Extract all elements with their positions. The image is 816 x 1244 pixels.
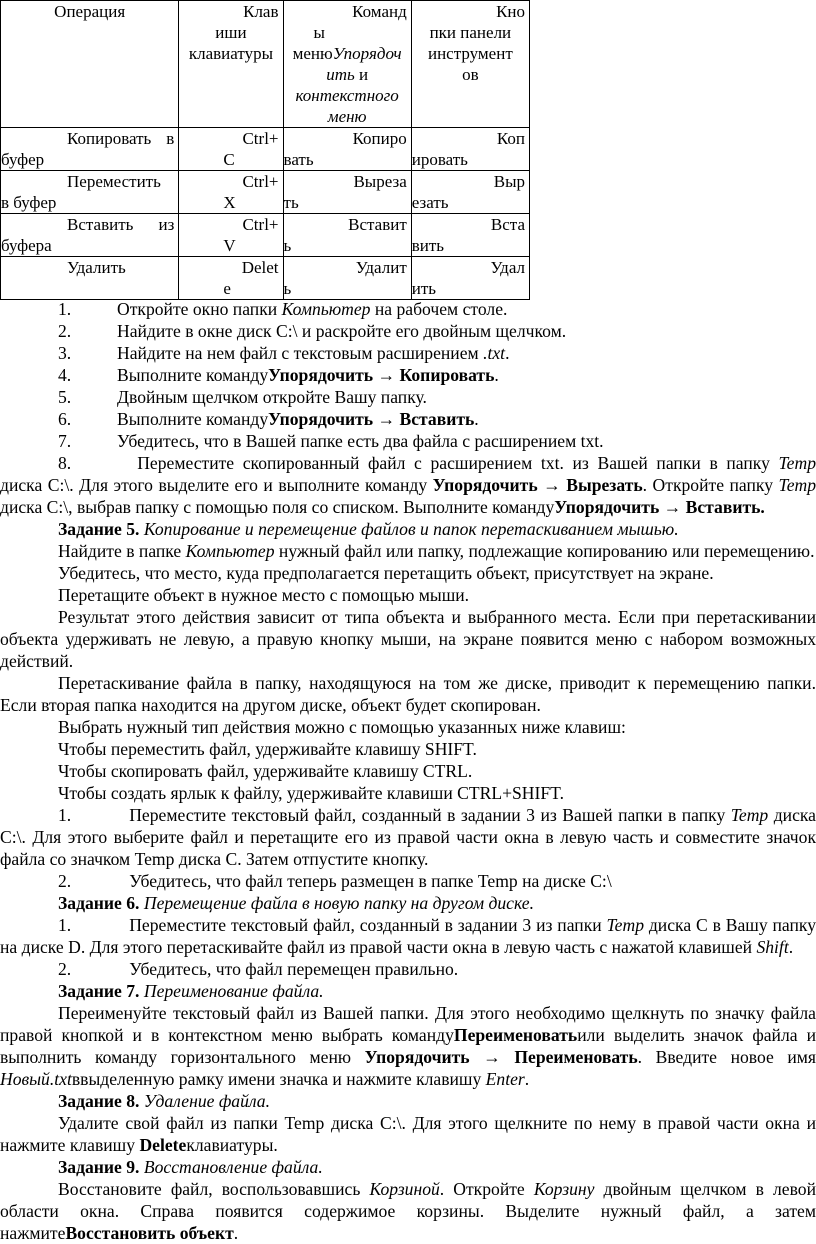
header-keys: Клав иши клавиатуры bbox=[179, 1, 283, 128]
list-item: 3. Найдите на нем файл с текстовым расширением .txt. bbox=[58, 343, 510, 363]
row-operation: Удалить bbox=[1, 257, 179, 300]
row-operation: Копировать в буфер bbox=[1, 128, 179, 171]
row-keys: Delet e bbox=[179, 257, 283, 300]
paragraph: Найдите в папке Компьютер нужный файл или папку, подлежащие копированию или перемещению. bbox=[58, 541, 815, 561]
paragraph: Убедитесь, что место, куда предполагается перетащить объект, присутствует на экране. bbox=[58, 563, 714, 583]
list-item: 4. Выполните командуУпорядочить → Копировать. bbox=[58, 365, 499, 385]
header-toolbar-buttons: Кно пки панели инструмент ов bbox=[411, 1, 529, 128]
task-7-heading: Задание 7. Переименование файла. bbox=[58, 981, 324, 1001]
row-toolbar: Выр езать bbox=[411, 171, 529, 214]
paragraph: Перетаскивание файла в папку, находящуюся на том же диске, приводит к перемещению папки. Если вторая папка находится на другом диске, объект будет скопирован. bbox=[0, 673, 816, 715]
table-row bbox=[1, 214, 530, 257]
table-row bbox=[1, 128, 530, 171]
list-item: 1. Откройте окно папки Компьютер на рабочем столе. bbox=[58, 299, 508, 319]
table-row bbox=[1, 171, 530, 214]
list-item: 1. Переместите текстовый файл, созданный в задании 3 из Вашей папки в папку Temp диска C:\. Для этого выберите файл и перетащите его из правой части окна в левую часть и совместите значок файла со значком Temp диска C. Затем отпустите кнопку. bbox=[0, 805, 816, 869]
row-menu: Выреза ть bbox=[283, 171, 411, 214]
task-9-heading: Задание 9. Восстановление файла. bbox=[58, 1157, 323, 1177]
list-item: 8. Переместите скопированный файл с расширением txt. из Вашей папки в папку Temp диска C:\. Для этого выделите его и выполните команду Упорядочить → Вырезать. Откройте папку Temp диска C:\, выбрав папку с помощью поля со списком. Выполните командуУпорядочить → Вставить. bbox=[0, 453, 816, 517]
row-toolbar: Вста вить bbox=[411, 214, 529, 257]
task-8-heading: Задание 8. Удаление файла. bbox=[58, 1091, 270, 1111]
paragraph: Восстановите файл, воспользовавшись Корзиной. Откройте Корзину двойным щелчком в левой области окна. Справа появится содержимое корзины. Выделите нужный файл, а затем нажмитеВосстановить объект. bbox=[0, 1179, 816, 1243]
list-item: 2. Найдите в окне диск C:\ и раскройте его двойным щелчком. bbox=[58, 321, 567, 341]
task-6-heading: Задание 6. Перемещение файла в новую папку на другом диске. bbox=[58, 893, 534, 913]
row-toolbar: Коп ировать bbox=[411, 128, 529, 171]
paragraph: Результат этого действия зависит от типа объекта и выбранного места. Если при перетаскивании объекта удерживать не левую, а правую кнопку мыши, на экране появится меню с набором возможных действий. bbox=[0, 607, 816, 671]
paragraph: Удалите свой файл из папки Temp диска C:\. Для этого щелкните по нему в правой части окна и нажмите клавишу Deleteклавиатуры. bbox=[0, 1113, 816, 1155]
row-menu: Копиро вать bbox=[283, 128, 411, 171]
row-toolbar: Удал ить bbox=[411, 257, 529, 300]
list-item: 5. Двойным щелчком откройте Вашу папку. bbox=[58, 387, 427, 407]
row-keys: Ctrl+ V bbox=[179, 214, 283, 257]
paragraph: Чтобы скопировать файл, удерживайте клавишу CTRL. bbox=[58, 761, 473, 781]
paragraph: Чтобы переместить файл, удерживайте клавишу SHIFT. bbox=[58, 739, 477, 759]
paragraph: Переименуйте текстовый файл из Вашей папки. Для этого необходимо щелкнуть по значку файла правой кнопкой и в контекстном меню выбрать командуПереименоватьили выделить значок файла и выполнить команду горизонтального меню Упорядочить → Переименовать. Введите новое имя Новый.txtввыделенную рамку имени значка и нажмите клавишу Enter. bbox=[0, 1003, 816, 1089]
list-item: 6. Выполните командуУпорядочить → Вставить. bbox=[58, 409, 479, 429]
header-menu-commands: Команд ы менюУпорядоч ить и контекстного меню bbox=[283, 1, 411, 128]
paragraph: Перетащите объект в нужное место с помощью мыши. bbox=[58, 585, 470, 605]
list-item: 2. Убедитесь, что файл перемещен правильно. bbox=[58, 959, 459, 979]
paragraph: Чтобы создать ярлык к файлу, удерживайте клавиши CTRL+SHIFT. bbox=[58, 783, 564, 803]
table-row bbox=[1, 257, 530, 300]
row-operation: Переместить в буфер bbox=[1, 171, 179, 214]
row-menu: Вставит ь bbox=[283, 214, 411, 257]
row-menu: Удалит ь bbox=[283, 257, 411, 300]
header-operation: Операция bbox=[1, 1, 179, 128]
row-operation: Вставить из буфера bbox=[1, 214, 179, 257]
row-keys: Ctrl+ C bbox=[179, 128, 283, 171]
list-item: 1. Переместите текстовый файл, созданный в задании 3 из папки Temp диска C в Вашу папку на диске D. Для этого перетаскивайте файл из правой части окна в левую часть с нажатой клавишей Shift. bbox=[0, 915, 816, 957]
list-item: 2. Убедитесь, что файл теперь размещен в папке Temp на диске C:\ bbox=[58, 871, 612, 891]
paragraph: Выбрать нужный тип действия можно с помощью указанных ниже клавиш: bbox=[58, 717, 626, 737]
row-keys: Ctrl+ X bbox=[179, 171, 283, 214]
instructions-body bbox=[0, 298, 816, 1244]
table-header-row bbox=[1, 1, 530, 128]
task-5-heading: Задание 5. Копирование и перемещение файлов и папок перетаскиванием мышью. bbox=[58, 519, 679, 539]
operations-table bbox=[0, 0, 530, 300]
list-item: 7. Убедитесь, что в Вашей папке есть два файла с расширением txt. bbox=[58, 431, 604, 451]
